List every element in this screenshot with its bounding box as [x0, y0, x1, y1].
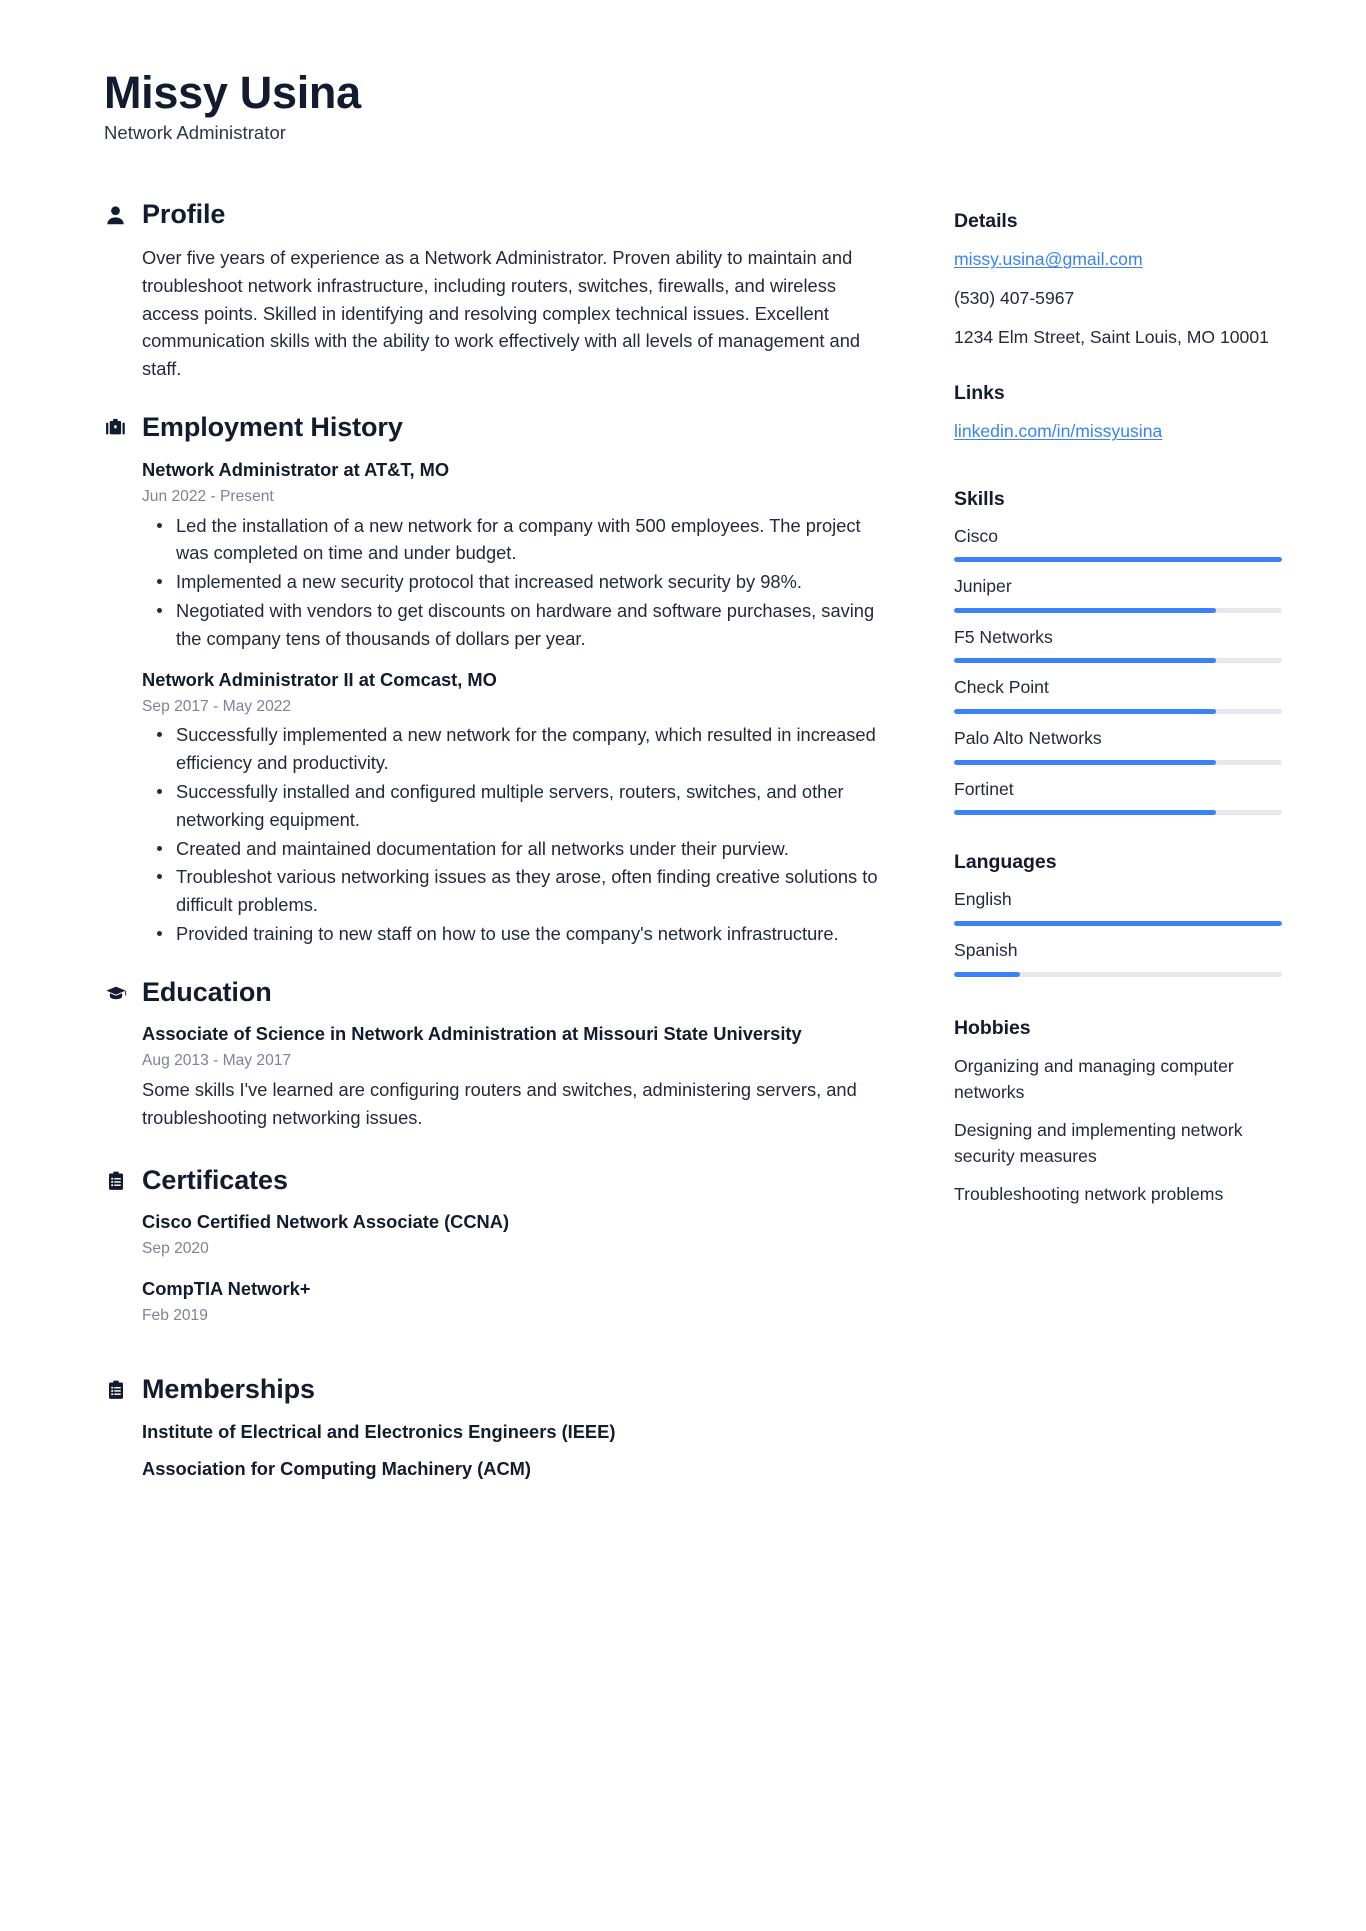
hobby-item: Troubleshooting network problems [954, 1183, 1224, 1204]
education-title: Associate of Science in Network Administration at Missouri State University [142, 1023, 802, 1045]
language-track [954, 921, 1282, 926]
membership-item: Association for Computing Machinery (ACM) [142, 1458, 531, 1480]
skill-track [954, 709, 1282, 714]
employment-date: Sep 2017 - May 2022 [142, 697, 292, 715]
certificate-entry [142, 1209, 894, 1260]
sidebar-block-languages [954, 851, 1282, 976]
language-fill [954, 921, 1282, 926]
section-header-profile [104, 200, 894, 230]
sidebar-block-details [954, 210, 1282, 350]
certificate-title: CompTIA Network+ [142, 1278, 311, 1300]
language-label: Spanish [954, 939, 1018, 960]
section-body-certificates [104, 1209, 894, 1327]
certificate-date: Feb 2019 [142, 1307, 208, 1325]
bullet-item: Troubleshot various networking issues as they arose, often finding creative solutions to difficult problems. [142, 863, 894, 919]
certificate-title: Cisco Certified Network Associate (CCNA) [142, 1211, 510, 1233]
skill-fill [954, 608, 1216, 613]
bullet-item: Created and maintained documentation for all networks under their purview. [142, 835, 894, 863]
employment-title: Network Administrator at AT&T, MO [142, 458, 450, 480]
section-certificates [104, 1166, 894, 1327]
section-body-education [104, 1021, 894, 1131]
employment-date: Jun 2022 - Present [142, 487, 274, 505]
candidate-job-title: Network Administrator [104, 122, 286, 144]
sidebar-title-hobbies: Hobbies [954, 1016, 1031, 1039]
email-link[interactable]: missy.usina@gmail.com [954, 249, 1143, 270]
skill-track [954, 608, 1282, 613]
linkedin-link[interactable]: linkedin.com/in/missyusina [954, 421, 1163, 442]
sidebar-block-hobbies [954, 1017, 1282, 1207]
skill-track [954, 760, 1282, 765]
phone-text: (530) 407-5967 [954, 288, 1075, 309]
education-description: Some skills I've learned are configuring routers and switches, administering servers, and troubleshooting networking issues. [142, 1079, 857, 1128]
language-item [954, 887, 1282, 926]
section-title-memberships: Memberships [142, 1374, 315, 1405]
certificate-date: Sep 2020 [142, 1240, 209, 1258]
section-header-memberships [104, 1375, 894, 1405]
section-title-education: Education [142, 976, 272, 1007]
section-header-employment [104, 413, 894, 443]
skill-item [954, 574, 1282, 613]
sidebar-title-skills: Skills [954, 487, 1005, 510]
skill-item [954, 777, 1282, 816]
employment-bullets [142, 512, 894, 653]
section-memberships [104, 1375, 894, 1483]
sidebar [954, 200, 1282, 1238]
skill-item [954, 625, 1282, 664]
skill-label: Cisco [954, 525, 998, 546]
sidebar-title-links: Links [954, 382, 1005, 405]
skill-fill [954, 709, 1216, 714]
bullet-item: Implemented a new security protocol that increased network security by 98%. [142, 568, 894, 596]
section-employment [104, 413, 894, 948]
certificate-entry [142, 1276, 894, 1327]
sidebar-block-skills [954, 488, 1282, 816]
skill-label: Palo Alto Networks [954, 728, 1102, 749]
skill-label: Juniper [954, 576, 1012, 597]
skill-fill [954, 810, 1216, 815]
bullet-item: Led the installation of a new network for a company with 500 employees. The project was completed on time and under budget. [142, 512, 894, 568]
skill-item [954, 726, 1282, 765]
skill-item [954, 675, 1282, 714]
skill-fill [954, 760, 1216, 765]
section-profile [104, 200, 894, 383]
bullet-item: Successfully installed and configured multiple servers, routers, switches, and other networking equipment. [142, 778, 894, 834]
employment-bullets [142, 721, 894, 947]
section-header-certificates [104, 1166, 894, 1196]
bullet-item: Successfully implemented a new network for the company, which resulted in increased efficiency and productivity. [142, 721, 894, 777]
hobby-item: Designing and implementing network security measures [954, 1119, 1243, 1166]
briefcase-icon [104, 416, 127, 439]
skill-track [954, 658, 1282, 663]
language-label: English [954, 889, 1012, 910]
employment-entry [142, 667, 894, 948]
graduation-cap-icon [104, 981, 127, 1004]
candidate-name: Missy Usina [104, 67, 361, 118]
membership-item: Institute of Electrical and Electronics Engineers (IEEE) [142, 1420, 616, 1442]
employment-entry [142, 457, 894, 653]
skill-track [954, 810, 1282, 815]
sidebar-title-details: Details [954, 210, 1018, 233]
bullet-item: Provided training to new staff on how to use the company's network infrastructure. [142, 920, 894, 948]
skill-label: Fortinet [954, 778, 1014, 799]
profile-text: Over five years of experience as a Network Administrator. Proven ability to maintain and troubleshoot network infrastructure, including routers, switches, firewalls, and wireless access points. Skilled in identifying and resolving complex technical issues. Excellent communication skills with the ability to work effectively with all levels of management and staff. [142, 247, 861, 380]
skill-label: Check Point [954, 677, 1049, 698]
resume-header [104, 68, 1282, 144]
section-header-education [104, 978, 894, 1008]
sidebar-title-languages: Languages [954, 851, 1057, 874]
skill-track [954, 557, 1282, 562]
section-body-profile [104, 244, 894, 383]
hobby-item: Organizing and managing computer networks [954, 1055, 1234, 1102]
skill-fill [954, 658, 1216, 663]
clipboard-list-icon [104, 1378, 127, 1401]
education-date: Aug 2013 - May 2017 [142, 1052, 292, 1070]
language-track [954, 972, 1282, 977]
skill-item [954, 524, 1282, 563]
education-entry [142, 1021, 894, 1131]
user-icon [104, 204, 127, 227]
section-body-memberships [104, 1419, 894, 1483]
section-education [104, 978, 894, 1132]
bullet-item: Negotiated with vendors to get discounts on hardware and software purchases, saving the company tens of thousands of dollars per year. [142, 597, 894, 653]
skill-fill [954, 557, 1282, 562]
clipboard-list-icon [104, 1169, 127, 1192]
section-title-profile: Profile [142, 199, 226, 230]
section-title-employment: Employment History [142, 412, 403, 443]
resume-body [104, 200, 1282, 1516]
main-column [104, 200, 894, 1516]
section-body-employment [104, 457, 894, 948]
section-title-certificates: Certificates [142, 1164, 288, 1195]
skill-label: F5 Networks [954, 626, 1053, 647]
language-fill [954, 972, 1020, 977]
sidebar-block-links [954, 382, 1282, 457]
address-text: 1234 Elm Street, Saint Louis, MO 10001 [954, 327, 1269, 348]
employment-title: Network Administrator II at Comcast, MO [142, 668, 497, 690]
language-item [954, 938, 1282, 977]
